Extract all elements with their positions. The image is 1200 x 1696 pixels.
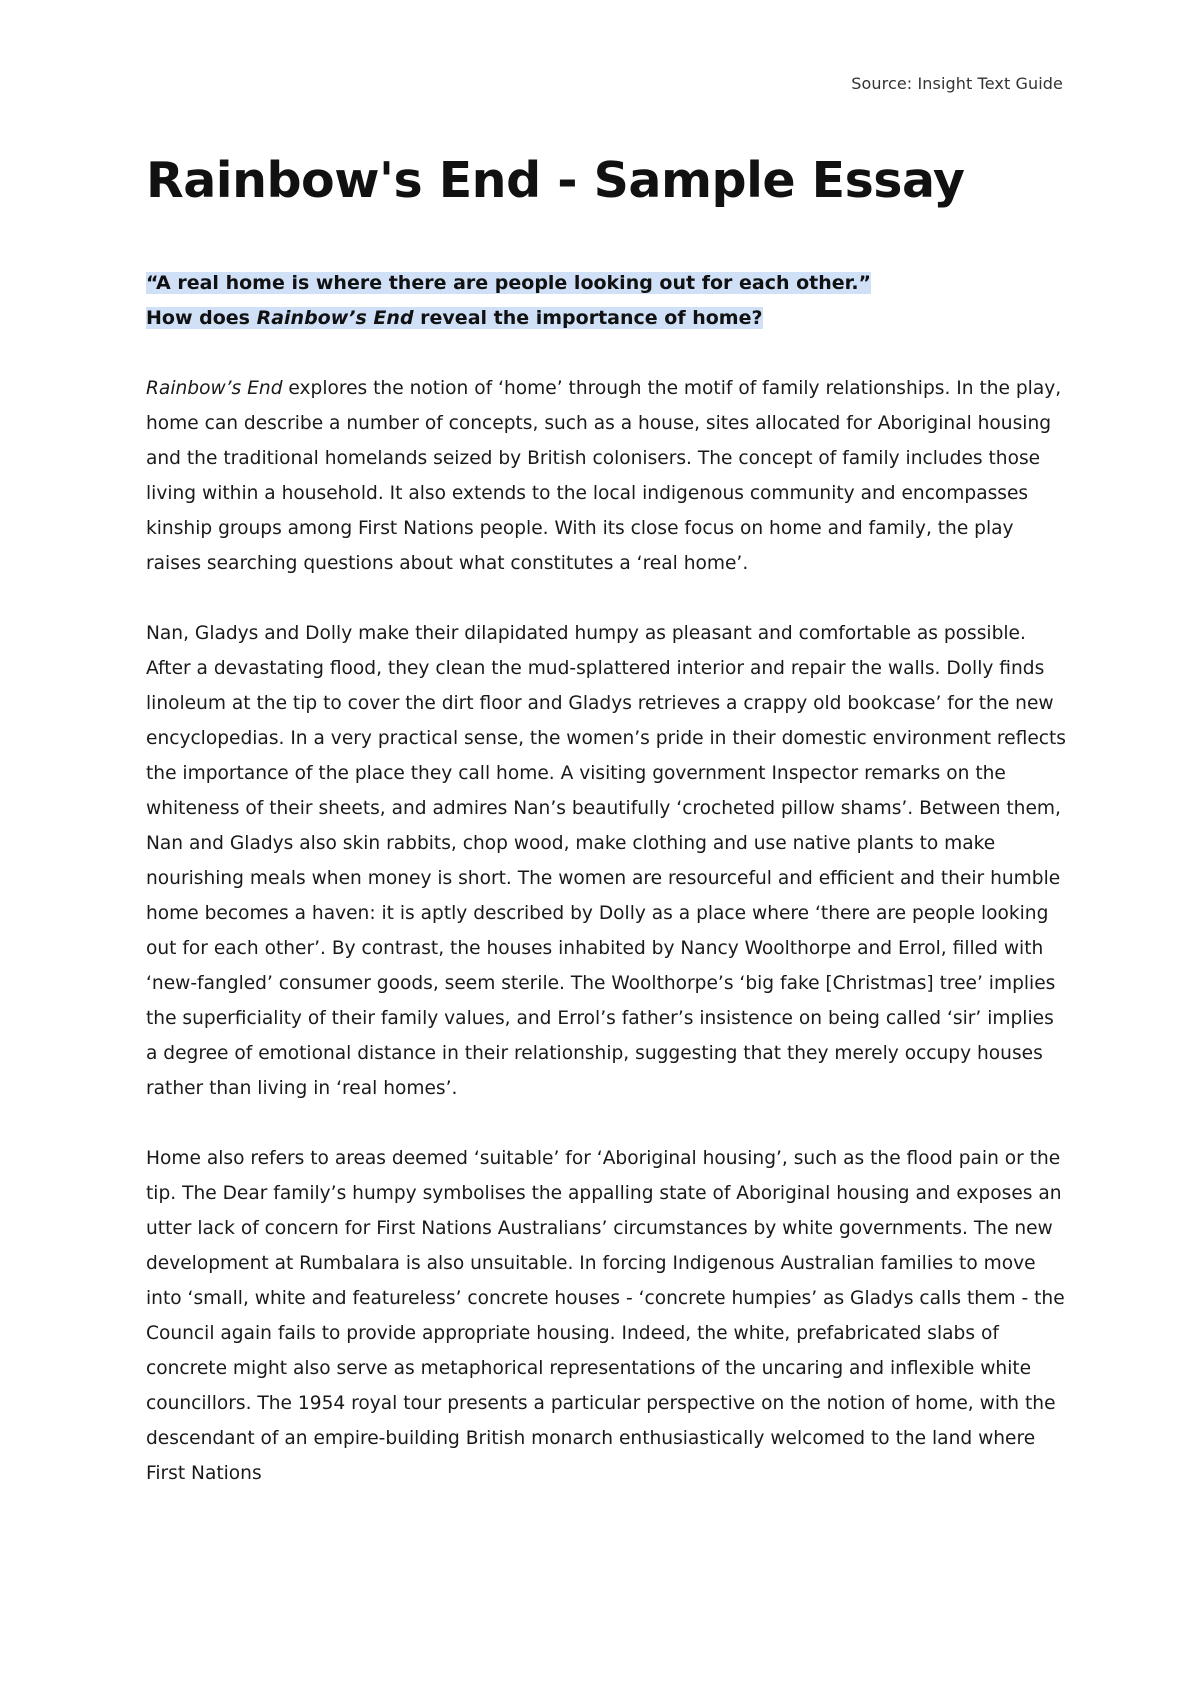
essay-paragraph-2: Nan, Gladys and Dolly make their dilapidated humpy as pleasant and comfortable as possible. After a devastating flood, they clean the mud-splattered interior and repair the walls. Dolly finds linoleum at the tip to cover the dirt floor and Gladys retrieves a crappy old bookcase’ for the new encyclopedias. In a very practical sense, the women’s pride in their domestic environment reflects the importance of the place they call home. A visiting government Inspector remarks on the whiteness of their sheets, and admires Nan’s beautifully ‘crocheted pillow shams’. Between them, Nan and Gladys also skin rabbits, chop wood, make clothing and use native plants to make nourishing meals when money is short. The women are resourceful and efficient and their humble home becomes a haven: it is aptly described by Dolly as a place where ‘there are people looking out for each other’. By contrast, the houses inhabited by Nancy Woolthorpe and Errol, filled with ‘new-fangled’ consumer goods, seem sterile. The Woolthorpe’s ‘big fake [Christmas] tree’ implies the superficiality of their family values, and Errol’s father’s insistence on being called ‘sir’ implies a degree of emotional distance in their relationship, suggesting that they merely occupy houses rather than living in ‘real homes’. (146, 623, 1066, 1099)
essay-prompt (146, 266, 1066, 336)
paragraph-1-title: Rainbow’s End (146, 378, 283, 399)
prompt-question-end: reveal the importance of home? (413, 307, 763, 329)
essay-paragraph-1 (146, 371, 1066, 581)
prompt-quote: “A real home is where there are people looking out for each other.” (146, 272, 872, 294)
essay-paragraph-3: Home also refers to areas deemed ‘suitable’ for ‘Aboriginal housing’, such as the flood pain or the tip. The Dear family’s humpy symbolises the appalling state of Aboriginal housing and exposes an utter lack of concern for First Nations Australians’ circumstances by white governments. The new development at Rumbalara is also unsuitable. In forcing Indigenous Australian families to move into ‘small, white and featureless’ concrete houses - ‘concrete humpies’ as Gladys calls them - the Council again fails to provide appropriate housing. Indeed, the white, prefabricated slabs of concrete might also serve as metaphorical representations of the uncaring and inflexible white councillors. The 1954 royal tour presents a particular perspective on the notion of home, with the descendant of an empire-building British monarch enthusiastically welcomed to the land where First Nations (146, 1148, 1065, 1484)
prompt-quote-line (146, 266, 1066, 301)
page-title: Rainbow's End - Sample Essay (146, 152, 965, 209)
document-body (146, 148, 1066, 1491)
source-note: Source: Insight Text Guide (851, 74, 1063, 93)
prompt-question-title: Rainbow’s End (256, 307, 414, 329)
essay-text (146, 371, 1066, 1491)
prompt-question-start: How does (146, 307, 257, 329)
prompt-question-line (146, 301, 1066, 336)
prompt-question (146, 307, 763, 329)
paragraph-1-text: explores the notion of ‘home’ through the motif of family relationships. In the play, home can describe a number of concepts, such as a house, sites allocated for Aboriginal housing and the traditional homelands seized by British colonisers. The concept of family includes those living within a household. It also extends to the local indigenous community and encompasses kinship groups among First Nations people. With its close focus on home and family, the play raises searching questions about what constitutes a ‘real home’. (146, 378, 1062, 574)
